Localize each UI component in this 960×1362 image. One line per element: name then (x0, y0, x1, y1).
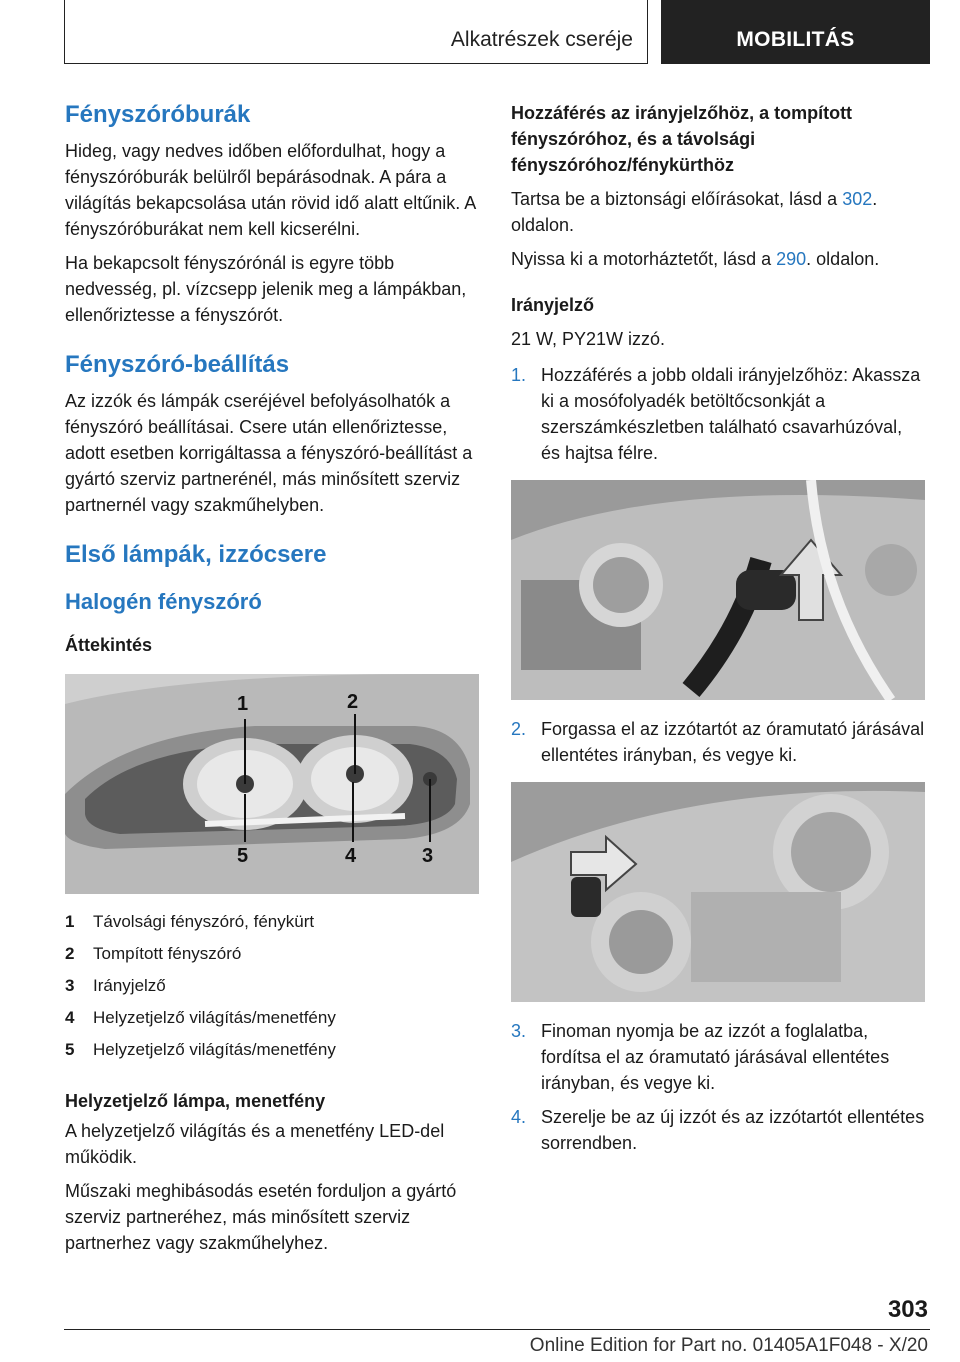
step-item (511, 716, 925, 768)
page-number: 303 (887, 1296, 928, 1323)
step-number: 4. (511, 1107, 527, 1127)
right-column (511, 100, 925, 1164)
heading-access: Hozzáférés az irányjelzőhöz, a tompított fényszóróhoz, és a távolsági fényszóróhoz/fénykürthöz (511, 103, 853, 175)
edition-note: Online Edition for Part no. 01405A1F048 - X/20 (529, 1335, 928, 1356)
section-title: Alkatrészek cseréje (450, 28, 633, 51)
engine-bay-photo-2 (511, 782, 925, 1002)
legend-item (65, 938, 479, 970)
legend-text: Helyzetjelző világítás/menetfény (93, 1008, 336, 1027)
heading-overview: Áttekintés (65, 635, 153, 655)
legend-text: Irányjelző (93, 976, 166, 995)
step-text: Finoman nyomja be az izzót a foglalatba, fordítsa el az óramutató járásával ellentétes irányban, és vegye ki. (541, 1021, 890, 1093)
page-link-302[interactable]: 302 (842, 189, 873, 209)
text: Tartsa be a biztonsági előírásokat, lásd a (511, 189, 843, 209)
bulb-holder-illustration (511, 782, 925, 1002)
section-tab (64, 0, 648, 64)
left-column (65, 100, 479, 1264)
callout-5: 5 (237, 845, 249, 867)
legend-item (65, 906, 479, 938)
paragraph-bulb: 21 W, PY21W izzó. (511, 329, 666, 349)
step-number: 3. (511, 1021, 527, 1041)
heading-position-light: Helyzetjelző lámpa, menetfény (65, 1091, 326, 1111)
callout-3: 3 (422, 845, 434, 867)
legend-text: Távolsági fényszóró, fénykürt (93, 912, 315, 931)
legend-number: 5 (65, 1040, 75, 1059)
legend-item (65, 1002, 479, 1034)
chapter-title: MOBILITÁS (736, 28, 855, 51)
footer-divider (64, 1329, 930, 1330)
legend-text: Tompított fényszóró (93, 944, 242, 963)
headlight-overview-figure (65, 674, 479, 894)
legend-number: 1 (65, 912, 75, 931)
legend-number: 2 (65, 944, 75, 963)
callout-2: 2 (347, 691, 359, 713)
paragraph: Műszaki meghibásodás esetén forduljon a gyártó szerviz partneréhez, más minősített szerviz partnerhez vagy szakműhelyhez. (65, 1181, 457, 1253)
step-text: Hozzáférés a jobb oldali irányjelzőhöz: Akassza ki a mosófolyadék betöltőcsonkját a szerszámkészletben található csavarhúzóval, és hajtsa félre. (541, 365, 921, 463)
step-item (511, 1104, 925, 1156)
text: . oldalon. (806, 249, 880, 269)
engine-bay-illustration (511, 480, 925, 700)
engine-bay-photo-1 (511, 480, 925, 700)
step-text: Szerelje be az új izzót és az izzótartót ellentétes sorrendben. (541, 1107, 925, 1153)
legend-text: Helyzetjelző világítás/menetfény (93, 1040, 336, 1059)
page-link-290[interactable]: 290 (776, 249, 807, 269)
text: Nyissa ki a motorháztetőt, lásd a (511, 249, 777, 269)
callout-4: 4 (345, 845, 357, 867)
paragraph-safety (511, 186, 925, 238)
headlight-illustration (65, 674, 479, 894)
paragraph: Ha bekapcsolt fényszórónál is egyre több nedvesség, pl. vízcsepp jelenik meg a lámpákban, ellenőriztesse a fényszórót. (65, 253, 467, 325)
step-text: Forgassa el az izzótartót az óramutató járásával ellentétes irányban, és vegye ki. (541, 719, 925, 765)
step-item (511, 362, 925, 466)
chapter-tab (661, 0, 930, 64)
legend-item (65, 1034, 479, 1066)
legend-number: 3 (65, 976, 75, 995)
heading-headlight-lenses: Fényszóróburák (65, 101, 251, 128)
legend-item (65, 970, 479, 1002)
heading-indicator: Irányjelző (511, 295, 595, 315)
paragraph: Az izzók és lámpák cseréjével befolyásolhatók a fényszóró beállításai. Csere után ellenőriztesse, adott esetben korrigáltassa a fényszóró-beállítást a gyártó szerviz partnerénél, más minősített szerviz partnernél vagy szakműhelyben. (65, 391, 473, 515)
paragraph: A helyzetjelző világítás és a menetfény LED-del működik. (65, 1121, 445, 1167)
heading-front-lamps: Első lámpák, izzócsere (65, 541, 327, 568)
heading-halogen-headlight: Halogén fényszóró (65, 589, 262, 614)
legend-number: 4 (65, 1008, 75, 1027)
step-number: 2. (511, 719, 527, 739)
running-header (64, 0, 930, 64)
callout-1: 1 (237, 693, 249, 715)
figure-legend (65, 906, 479, 1066)
paragraph: Hideg, vagy nedves időben előfordulhat, hogy a fényszóróburák belülről bepárásodnak. A pára a világítás bekapcsolása után rövid idő alatt eltűnik. A fényszóróburákat nem kell kicserélni. (65, 141, 476, 239)
paragraph-hood (511, 246, 925, 272)
step-number: 1. (511, 365, 527, 385)
step-item (511, 1018, 925, 1096)
text: . oldalon. (511, 189, 878, 235)
heading-headlight-adjustment: Fényszóró-beállítás (65, 351, 290, 378)
